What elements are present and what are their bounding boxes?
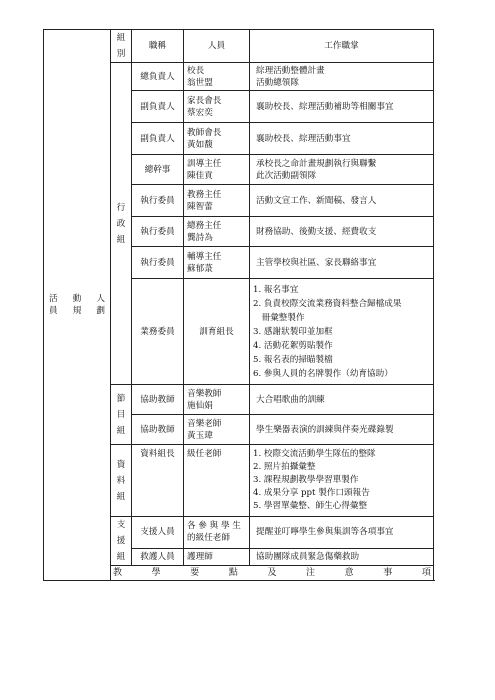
left-label-cell	[44, 30, 111, 581]
left-label-char: 員	[49, 306, 58, 316]
row-person: 家長會長 蔡宏奕	[184, 91, 250, 123]
row-person: 各 參 與 學 生 的級任老師	[184, 517, 250, 549]
row-title: 業務委員	[132, 279, 184, 385]
left-label-char: 劃	[96, 306, 105, 316]
row-title: 副負責人	[132, 91, 184, 123]
row-duty: 襄助校長、綜理活動補助等相關事宜	[250, 91, 434, 123]
group-label-festival: 節 目 組	[111, 385, 132, 445]
row-title: 支援人員	[132, 517, 184, 549]
row-title: 執行委員	[132, 217, 184, 247]
row-duty: 主管學校與社區、家長聯絡事宜	[250, 247, 434, 279]
row-duty: 學生樂器表演的訓練與伴奏光碟錄製	[250, 415, 434, 445]
row-title: 協助教師	[132, 385, 184, 415]
row-person: 教務主任 陳智蕾	[184, 185, 250, 217]
row-person: 校長 翁世盟	[184, 63, 250, 91]
row-duty: 1. 報名事宜 2. 負責校際交流業務資料整合歸檔成果 冊彙整製作 3. 感謝狀製印並加框 4. 活動花絮剪貼製作 5. 報名表的掃瞄製檔 6. 參與人員的名牌製作（幼育協助）	[250, 279, 434, 385]
row-title: 救護人員	[132, 548, 184, 565]
row-title: 資料組長	[132, 445, 184, 517]
header-group: 組 別	[111, 30, 132, 63]
left-label-char: 動	[72, 294, 82, 304]
row-duty: 財務協助、後勤支援、經費收支	[250, 217, 434, 247]
group-label-data: 資 料 組	[111, 445, 132, 517]
row-duty: 承校長之命計畫規劃執行與聯繫 此次活動副領隊	[250, 155, 434, 185]
footer-cell	[111, 566, 434, 581]
left-label-char: 人	[96, 294, 105, 304]
row-title: 總負責人	[132, 63, 184, 91]
row-title: 協助教師	[132, 415, 184, 445]
row-person: 級任老師	[184, 445, 250, 517]
group-label-support: 支 援 組	[111, 517, 132, 566]
plan-document	[43, 29, 433, 581]
personnel-table	[43, 29, 434, 581]
header-duty: 工作職掌	[250, 30, 434, 63]
row-person: 音樂教師 施仙娟	[184, 385, 250, 415]
header-title: 職稱	[132, 30, 184, 63]
row-title: 執行委員	[132, 247, 184, 279]
row-person: 輔導主任 蘇郁菉	[184, 247, 250, 279]
left-label-char: 活	[49, 294, 58, 304]
row-duty: 提醒並叮嚀學生參與集訓等各項事宜	[250, 517, 434, 549]
row-title: 副負責人	[132, 123, 184, 155]
row-person: 總務主任 龔詩為	[184, 217, 250, 247]
row-duty: 綜理活動整體計畫 活動總領隊	[250, 63, 434, 91]
row-title: 總幹事	[132, 155, 184, 185]
row-person: 教師會長 黃如馥	[184, 123, 250, 155]
row-duty: 大合唱歌曲的訓練	[250, 385, 434, 415]
row-person: 護理師	[184, 548, 250, 565]
footer-heading: 教 學 要 點 及 注 意 事 項	[113, 568, 431, 578]
row-person: 訓育組長	[184, 279, 250, 385]
row-duty: 1. 校際交流活動學生隊伍的整隊 2. 照片拍攝彙整 3. 課程規劃教學學習單製作 4. 成果分享 ppt 製作口頭報告 5. 學習單彙整、師生心得彙整	[250, 445, 434, 517]
row-person: 音樂老師 黃玉瑋	[184, 415, 250, 445]
group-label-admin: 行 政 組	[111, 63, 132, 385]
left-label-char: 規	[72, 306, 82, 316]
row-duty: 協助團隊成員緊急傷藥救助	[250, 548, 434, 565]
header-row	[44, 30, 434, 63]
header-person: 人員	[184, 30, 250, 63]
row-person: 訓導主任 陳佳貢	[184, 155, 250, 185]
row-duty: 活動文宣工作、新聞稿、發言人	[250, 185, 434, 217]
row-duty: 襄助校長、綜理活動事宜	[250, 123, 434, 155]
row-title: 執行委員	[132, 185, 184, 217]
